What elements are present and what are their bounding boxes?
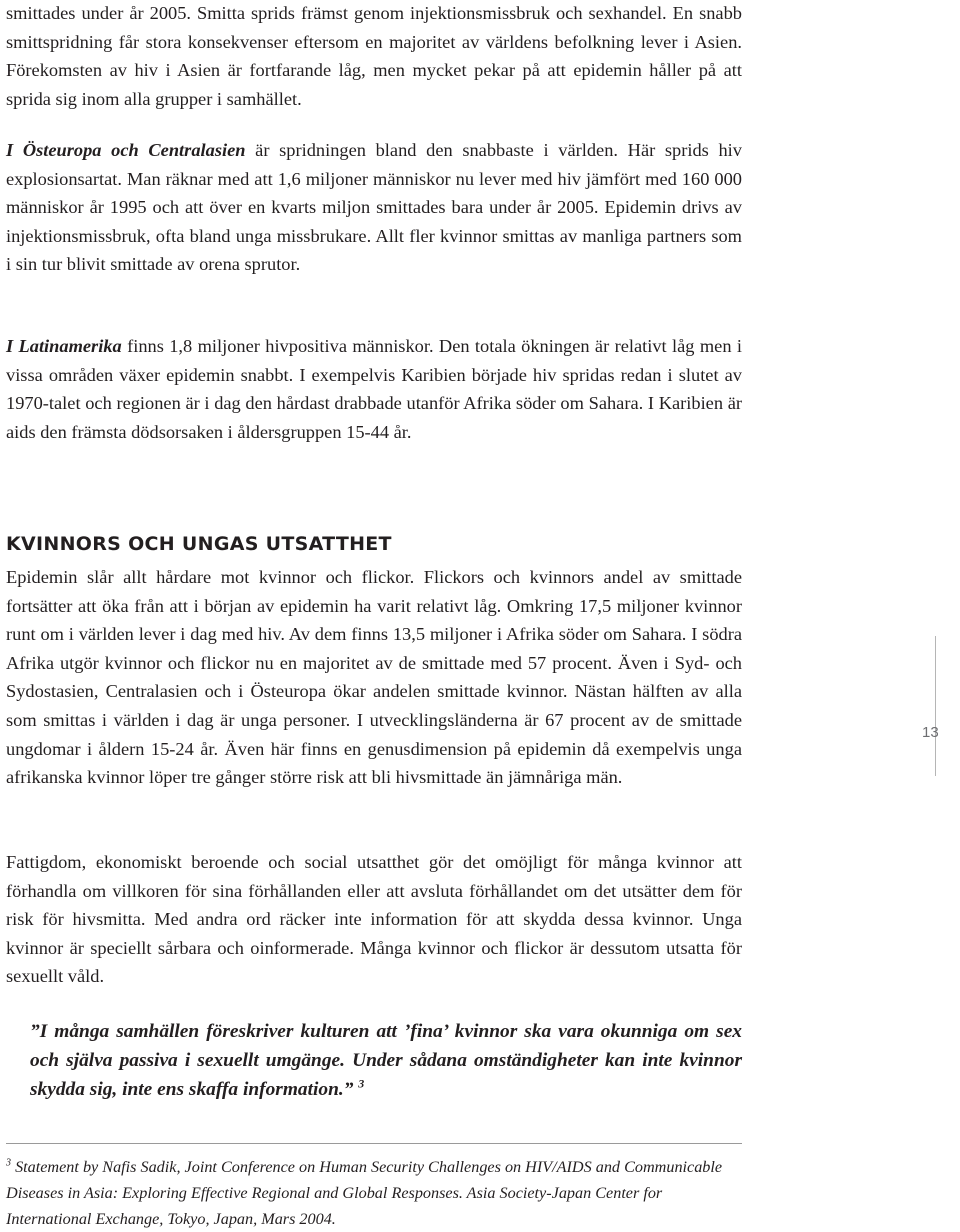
pull-quote bbox=[30, 1017, 742, 1104]
footnote-marker: 3 bbox=[6, 1157, 12, 1169]
eastern-europe-lead: I Östeuropa och Centralasien bbox=[6, 140, 246, 160]
pull-quote-footnote-marker: 3 bbox=[358, 1076, 365, 1091]
page-number: 13 bbox=[922, 724, 939, 741]
poverty-paragraph: Fattigdom, ekonomiskt beroende och social utsatthet gör det omöjligt för många kvinnor att förhandla om villkoren för sina förhållanden eller att avsluta förhållandet om det utsätter dem för risk för hivsmitta. Med andra ord räcker inte information för att skydda dessa kvinnor. Unga kvinnor är speciellt sårbara och oinformerade. Många kvinnor och flickor är dessutom utsatta för sexuellt våld. bbox=[6, 852, 742, 987]
pull-quote-text: ”I många samhällen föreskriver kulturen att ’fina’ kvinnor ska vara okunniga om sex och själva passiva i sexuellt umgänge. Under sådana omständigheter kan inte kvinnor skydda sig, inte ens skaffa information.” bbox=[30, 1021, 742, 1100]
latin-america-lead: I Latinamerika bbox=[6, 336, 122, 356]
eastern-europe-section bbox=[6, 136, 742, 279]
women-paragraph: Epidemin slår allt hårdare mot kvinnor och flickor. Flickors och kvinnors andel av smittade fortsätter att öka från att i början av epidemin ha varit relativt låg. Omkring 17,5 miljoner kvinnor runt om i världen lever i dag med hiv. Av dem finns 13,5 miljoner i Afrika söder om Sahara. I södra Afrika utgör kvinnor och flickor nu en majoritet av de smittade med 57 procent. Även i Syd- och Sydostasien, Centralasien och i Östeuropa ökar andelen smittade kvinnor. Nästan hälften av alla som smittas i världen i dag är unga personer. I utvecklingsländerna är 67 procent av de smittade ungdomar i åldern 15-24 år. Även här finns en genusdimension på epidemin då exempelvis unga afrikanska kvinnor löper tre gånger större risk att bli hivsmittade än jämnåriga män. bbox=[6, 567, 742, 788]
latin-america-paragraph bbox=[6, 332, 742, 446]
eastern-europe-text: är spridningen bland den snabbaste i världen. Här sprids hiv explosionsartat. Man räknar med att 1,6 miljoner människor nu lever med hiv jämfört med 160 000 människor år 1995 och att över en kvarts miljon smittades bara under år 2005. Epidemin drivs av injektionsmissbruk, ofta bland unga missbrukare. Allt fler kvinnor smittas av manliga partners som i sin tur blivit smittade av orena sprutor. bbox=[6, 140, 742, 275]
page-number-rule bbox=[935, 636, 936, 776]
poverty-section bbox=[6, 848, 742, 991]
footnote bbox=[6, 1154, 742, 1232]
eastern-europe-paragraph bbox=[6, 136, 742, 279]
women-section bbox=[6, 563, 742, 792]
intro-paragraph: smittades under år 2005. Smitta sprids främst genom injektionsmissbruk och sexhandel. En snabb smittspridning får stora konsekvenser eftersom en majoritet av världens befolkning lever i Asien. Förekomsten av hiv i Asien är fortfarande låg, men mycket pekar på att epidemin håller på att sprida sig inom alla grupper i samhället. bbox=[6, 3, 742, 109]
section-heading-block bbox=[6, 533, 742, 555]
section-heading: KVINNORS OCH UNGAS UTSATTHET bbox=[6, 533, 392, 555]
footnote-divider bbox=[6, 1143, 742, 1144]
footnote-text: Statement by Nafis Sadik, Joint Conference on Human Security Challenges on HIV/AIDS and Communicable Diseases in Asia: Exploring Effective Regional and Global Responses. Asia Society-Japan Center for International Exchange, Tokyo, Japan, Mars 2004. bbox=[6, 1158, 723, 1228]
intro-paragraph-block bbox=[6, 0, 742, 113]
latin-america-text: finns 1,8 miljoner hivpositiva människor. Den totala ökningen är relativt låg men i vissa områden växer epidemin snabbt. I exempelvis Karibien började hiv spridas redan i slutet av 1970-talet och regionen är i dag den hårdast drabbade utanför Afrika söder om Sahara. I Karibien är aids den främsta dödsorsaken i åldersgruppen 15-44 år. bbox=[6, 336, 742, 442]
latin-america-section bbox=[6, 332, 742, 446]
